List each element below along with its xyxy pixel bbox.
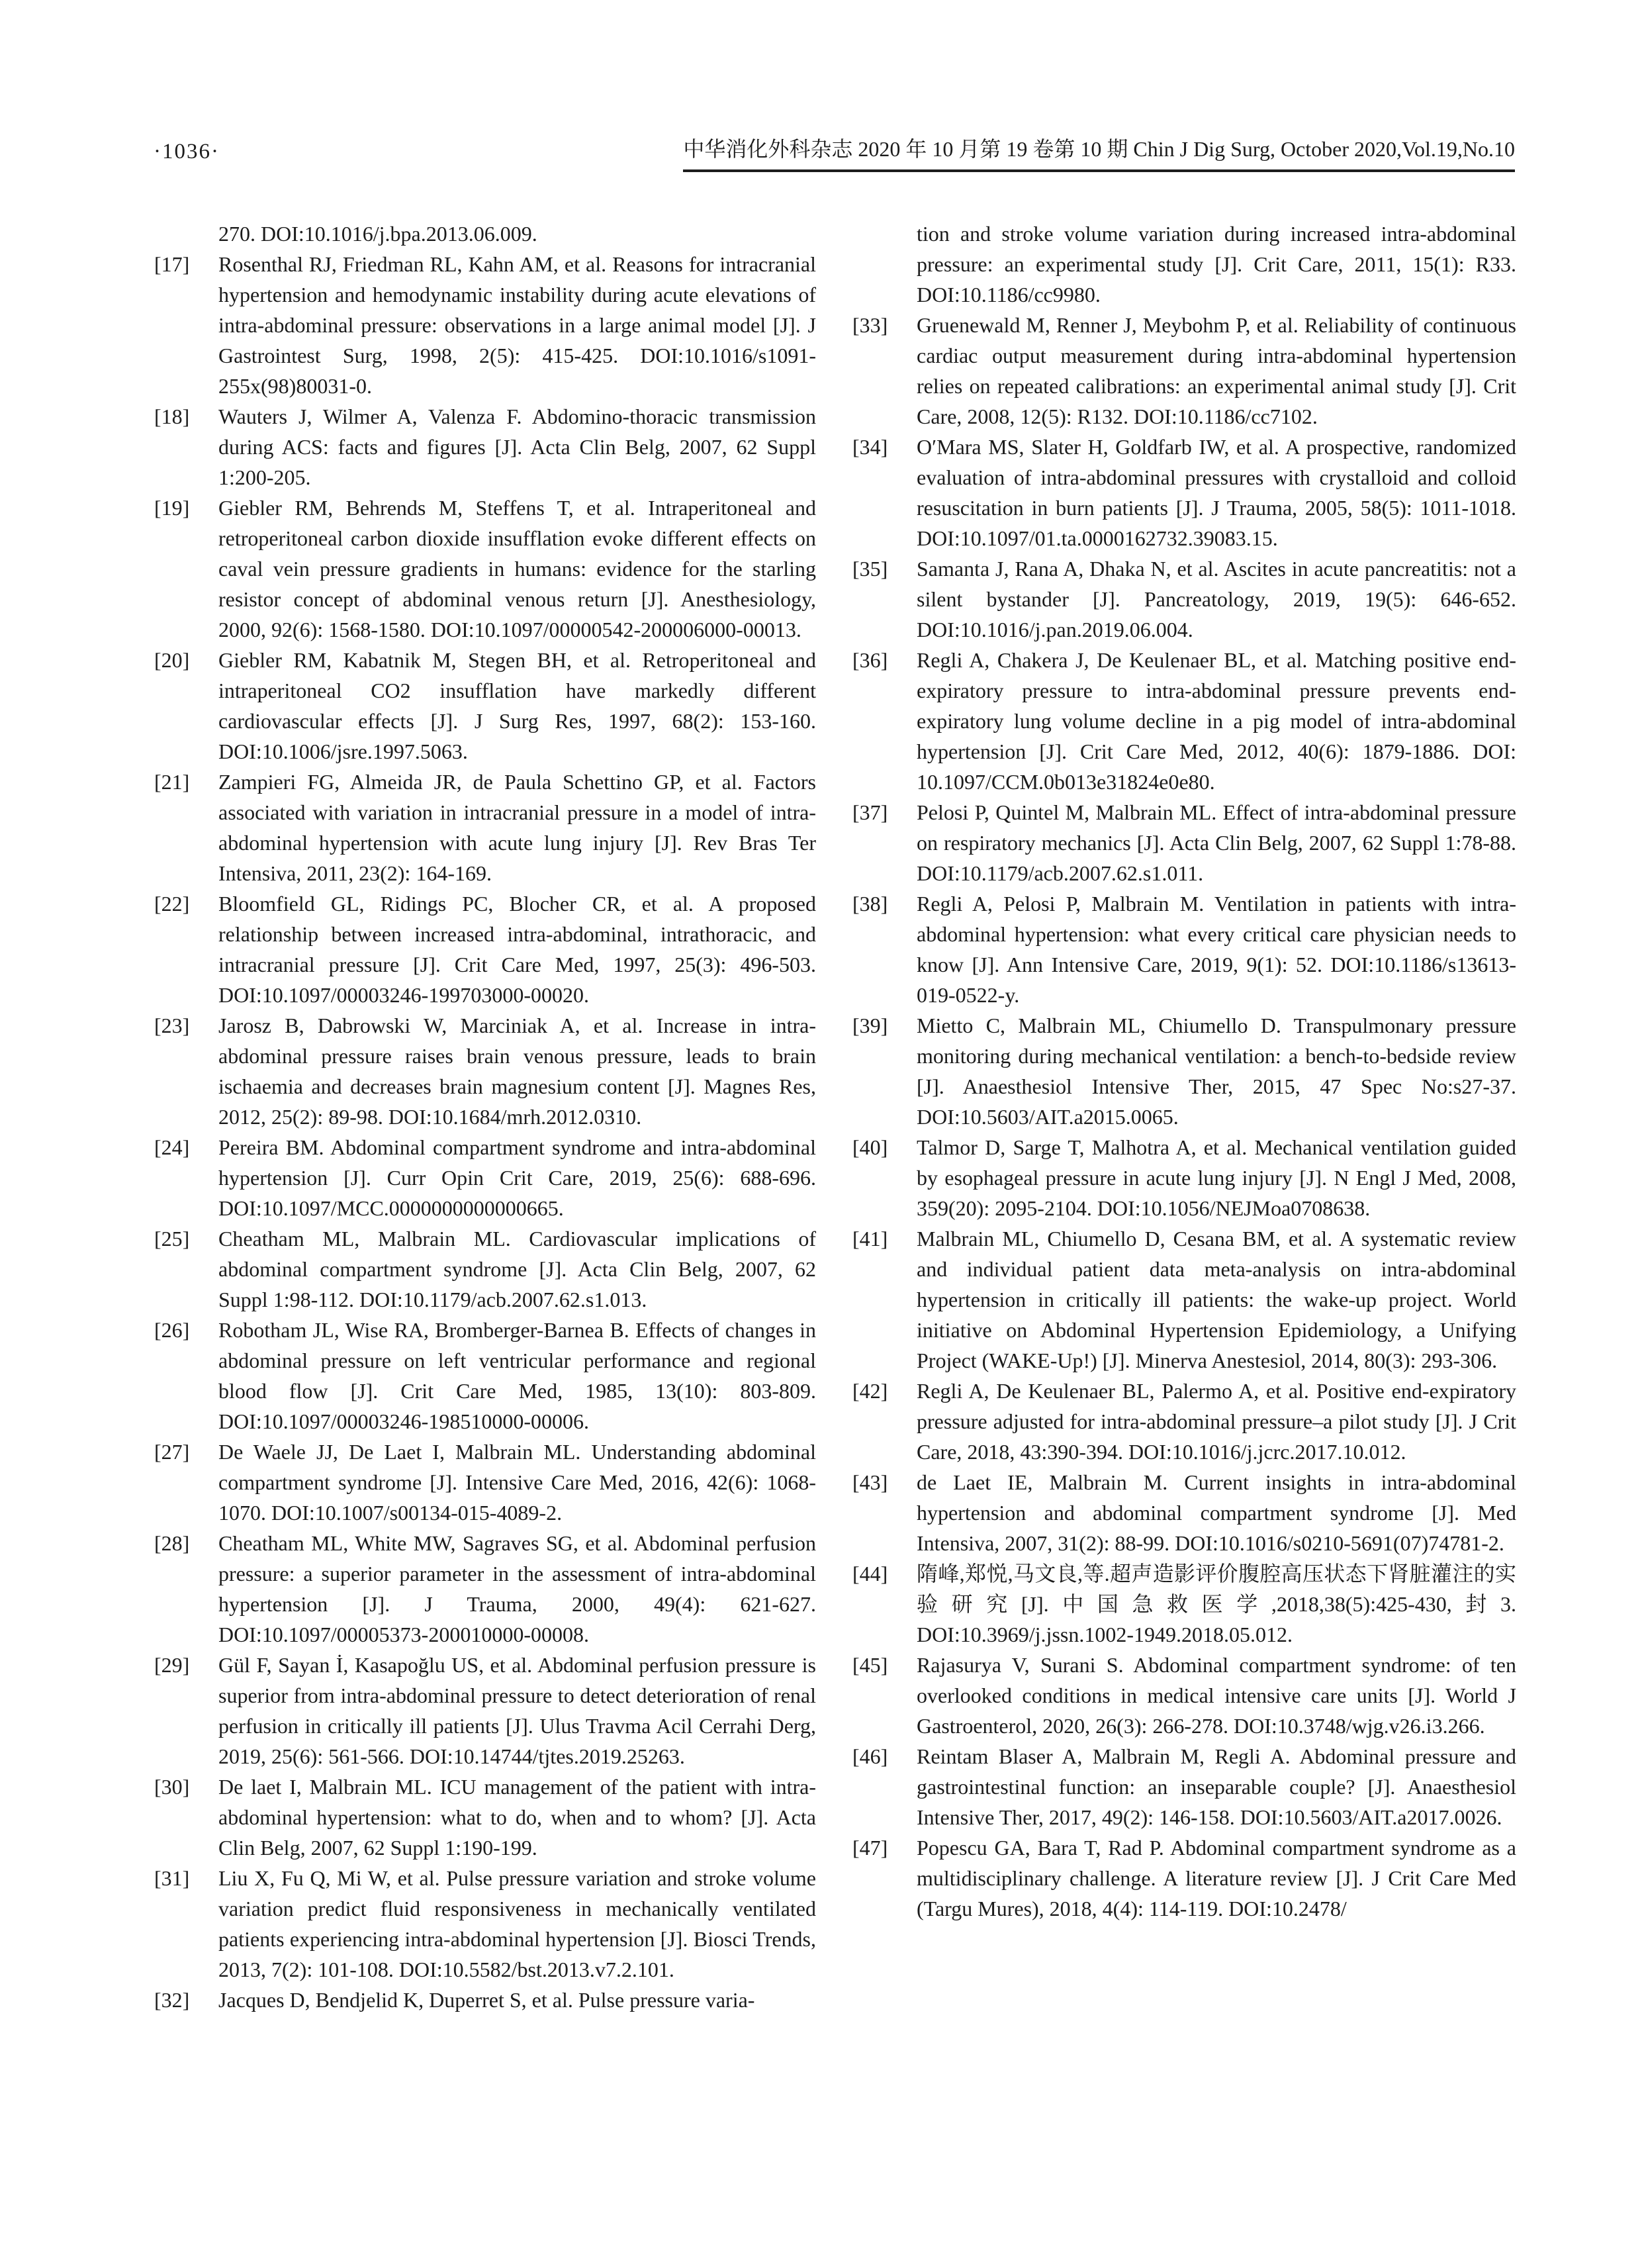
reference-item: [852, 1223, 1516, 1376]
reference-text: tion and stroke volume variation during increased intra-abdominal pressure: an experimental study [J]. Crit Care, 2011, 15(1): R33. DOI:10.1186/cc9980.: [917, 222, 1516, 307]
reference-text: Liu X, Fu Q, Mi W, et al. Pulse pressure variation and stroke volume variation predict fluid responsiveness in mechanically ventilated patients experiencing intra-abdominal hypertension [J]. Biosci Trends, 2013, 7(2): 101-108. DOI:10.5582/bst.2013.v7.2.101.: [218, 1866, 816, 1981]
reference-item: [154, 249, 816, 401]
reference-number: [46]: [852, 1744, 888, 1768]
reference-text: Bloomfield GL, Ridings PC, Blocher CR, et al. A proposed relationship between increased intra-abdominal, intrathoracic, and intracranial pressure [J]. Crit Care Med, 1997, 25(3): 496-503. DOI:10.1097/00003246-199703000-00020.: [218, 892, 816, 1007]
reference-number: [25]: [154, 1227, 190, 1251]
reference-text: Jacques D, Bendjelid K, Duperret S, et al. Pulse pressure varia-: [218, 1988, 755, 2012]
reference-text: Jarosz B, Dabrowski W, Marciniak A, et al. Increase in intra-abdominal pressure raises brain venous pressure, leads to brain ischaemia and decreases brain magnesium content [J]. Magnes Res, 2012, 25(2): 89-98. DOI:10.1684/mrh.2012.0310.: [218, 1014, 816, 1129]
reference-item: [852, 645, 1516, 797]
reference-text: Popescu GA, Bara T, Rad P. Abdominal compartment syndrome as a multidisciplinary challenge. A literature review [J]. J Crit Care Med (Targu Mures), 2018, 4(4): 114-119. DOI:10.2478/: [917, 1836, 1516, 1920]
reference-item: [852, 218, 1516, 310]
reference-item: [154, 1010, 816, 1132]
reference-number: [39]: [852, 1014, 888, 1037]
reference-item: [154, 218, 816, 249]
reference-item: [154, 1132, 816, 1223]
reference-item: [852, 310, 1516, 432]
reference-text: Malbrain ML, Chiumello D, Cesana BM, et al. A systematic review and individual patient data meta-analysis on intra-abdominal hypertension in critically ill patients: the wake-up project. World initiative on Abdominal Hypertension Epidemiology, a Unifying Project (WAKE-Up!) [J]. Minerva Anestesiol, 2014, 80(3): 293-306.: [917, 1227, 1516, 1372]
reference-item: [852, 1376, 1516, 1467]
reference-number: [30]: [154, 1775, 190, 1799]
reference-number: [31]: [154, 1866, 190, 1890]
reference-text: Giebler RM, Kabatnik M, Stegen BH, et al. Retroperitoneal and intraperitoneal CO2 insufflation have markedly different cardiovascular effects [J]. J Surg Res, 1997, 68(2): 153-160. DOI:10.1006/jsre.1997.5063.: [218, 648, 816, 763]
reference-number: [18]: [154, 404, 190, 428]
reference-item: [852, 553, 1516, 645]
reference-text: Robotham JL, Wise RA, Bromberger-Barnea B. Effects of changes in abdominal pressure on left ventricular performance and regional blood flow [J]. Crit Care Med, 1985, 13(10): 803-809. DOI:10.1097/00003246-198510000-00006.: [218, 1318, 816, 1433]
reference-number: [35]: [852, 557, 888, 581]
reference-number: [34]: [852, 435, 888, 459]
reference-item: [852, 432, 1516, 553]
reference-text: Talmor D, Sarge T, Malhotra A, et al. Mechanical ventilation guided by esophageal pressure in acute lung injury [J]. N Engl J Med, 2008, 359(20): 2095-2104. DOI:10.1056/NEJMoa0708638.: [917, 1135, 1516, 1220]
reference-list-left: [154, 218, 816, 2015]
reference-text: Pelosi P, Quintel M, Malbrain ML. Effect of intra-abdominal pressure on respiratory mechanics [J]. Acta Clin Belg, 2007, 62 Suppl 1:78-88. DOI:10.1179/acb.2007.62.s1.011.: [917, 800, 1516, 885]
reference-text: Regli A, De Keulenaer BL, Palermo A, et al. Positive end-expiratory pressure adjusted for intra-abdominal pressure–a pilot study [J]. J Crit Care, 2018, 43:390-394. DOI:10.1016/j.jcrc.2017.10.012.: [917, 1379, 1516, 1464]
reference-text: Gül F, Sayan İ, Kasapoğlu US, et al. Abdominal perfusion pressure is superior from intra-abdominal pressure to detect deterioration of renal perfusion in critically ill patients [J]. Ulus Travma Acil Cerrahi Derg, 2019, 25(6): 561-566. DOI:10.14744/tjtes.2019.25263.: [218, 1653, 816, 1768]
page-header: [154, 132, 1515, 172]
reference-text: de Laet IE, Malbrain M. Current insights in intra-abdominal hypertension and abdominal compartment syndrome [J]. Med Intensiva, 2007, 31(2): 88-99. DOI:10.1016/s0210-5691(07)74781-2.: [917, 1470, 1516, 1555]
reference-number: [47]: [852, 1836, 888, 1860]
reference-item: [154, 645, 816, 767]
reference-item: [154, 1528, 816, 1650]
reference-item: [154, 1437, 816, 1528]
reference-number: [27]: [154, 1440, 190, 1464]
reference-text: Cheatham ML, Malbrain ML. Cardiovascular implications of abdominal compartment syndrome [J]. Acta Clin Belg, 2007, 62 Suppl 1:98-112. DOI:10.1179/acb.2007.62.s1.013.: [218, 1227, 816, 1311]
reference-number: [32]: [154, 1988, 190, 2012]
reference-text: Wauters J, Wilmer A, Valenza F. Abdomino-thoracic transmission during ACS: facts and figures [J]. Acta Clin Belg, 2007, 62 Suppl 1:200-205.: [218, 404, 816, 489]
reference-item: [154, 401, 816, 493]
reference-number: [29]: [154, 1653, 190, 1677]
reference-item: [852, 1558, 1516, 1650]
reference-text: 隋峰,郑悦,马文良,等.超声造影评价腹腔高压状态下肾脏灌注的实验研究[J].中国急救医学,2018,38(5):425-430,封3. DOI:10.3969/j.jssn.1002-1949.2018.05.012.: [917, 1562, 1516, 1646]
reference-text: Gruenewald M, Renner J, Meybohm P, et al. Reliability of continuous cardiac output measurement during intra-abdominal hypertension relies on repeated calibrations: an experimental animal study [J]. Crit Care, 2008, 12(5): R132. DOI:10.1186/cc7102.: [917, 313, 1516, 428]
reference-text: Pereira BM. Abdominal compartment syndrome and intra-abdominal hypertension [J]. Curr Opin Crit Care, 2019, 25(6): 688-696. DOI:10.1097/MCC.0000000000000665.: [218, 1135, 816, 1220]
reference-text: De laet I, Malbrain ML. ICU management of the patient with intra-abdominal hypertension: what to do, when and to whom? [J]. Acta Clin Belg, 2007, 62 Suppl 1:190-199.: [218, 1775, 816, 1860]
reference-text: Rajasurya V, Surani S. Abdominal compartment syndrome: of ten overlooked conditions in medical intensive care units [J]. World J Gastroenterol, 2020, 26(3): 266-278. DOI:10.3748/wjg.v26.i3.266.: [917, 1653, 1516, 1738]
reference-item: [154, 1985, 816, 2015]
reference-text: Cheatham ML, White MW, Sagraves SG, et al. Abdominal perfusion pressure: a superior parameter in the assessment of intra-abdominal hypertension [J]. J Trauma, 2000, 49(4): 621-627. DOI:10.1097/00005373-200010000-00008.: [218, 1531, 816, 1646]
reference-item: [154, 888, 816, 1010]
reference-item: [852, 1010, 1516, 1132]
reference-number: [33]: [852, 313, 888, 337]
reference-number: [28]: [154, 1531, 190, 1555]
reference-item: [154, 1863, 816, 1985]
reference-text: Mietto C, Malbrain ML, Chiumello D. Transpulmonary pressure monitoring during mechanical ventilation: a bench-to-bedside review [J]. Anaesthesiol Intensive Ther, 2015, 47 Spec No:s27-37. DOI:10.5603/AIT.a2015.0065.: [917, 1014, 1516, 1129]
reference-list-right: [852, 218, 1516, 1924]
reference-text: De Waele JJ, De Laet I, Malbrain ML. Understanding abdominal compartment syndrome [J]. Intensive Care Med, 2016, 42(6): 1068-1070. DOI:10.1007/s00134-015-4089-2.: [218, 1440, 816, 1525]
reference-text: Zampieri FG, Almeida JR, de Paula Schettino GP, et al. Factors associated with variation in intracranial pressure in a model of intra-abdominal hypertension with acute lung injury [J]. Rev Bras Ter Intensiva, 2011, 23(2): 164-169.: [218, 770, 816, 885]
journal-header-line: 中华消化外科杂志 2020 年 10 月第 19 卷第 10 期 Chin J Dig Surg, October 2020,Vol.19,No.10: [683, 132, 1515, 172]
reference-item: [852, 1132, 1516, 1223]
reference-text: Giebler RM, Behrends M, Steffens T, et al. Intraperitoneal and retroperitoneal carbon dioxide insufflation evoke different effects on caval vein pressure gradients in humans: evidence for the starling resistor concept of abdominal venous return [J]. Anesthesiology, 2000, 92(6): 1568-1580. DOI:10.1097/00000542-200006000-00013.: [218, 496, 816, 641]
reference-text: 270. DOI:10.1016/j.bpa.2013.06.009.: [218, 222, 537, 246]
reference-number: [38]: [852, 892, 888, 916]
reference-item: [154, 493, 816, 645]
reference-number: [37]: [852, 800, 888, 824]
reference-number: [36]: [852, 648, 888, 672]
reference-number: [17]: [154, 252, 190, 276]
reference-number: [44]: [852, 1562, 888, 1585]
reference-number: [45]: [852, 1653, 888, 1677]
reference-number: [23]: [154, 1014, 190, 1037]
reference-text: Regli A, Pelosi P, Malbrain M. Ventilation in patients with intra-abdominal hypertension: what every critical care physician needs to know [J]. Ann Intensive Care, 2019, 9(1): 52. DOI:10.1186/s13613-019-0522-y.: [917, 892, 1516, 1007]
reference-number: [20]: [154, 648, 190, 672]
reference-number: [40]: [852, 1135, 888, 1159]
reference-number: [19]: [154, 496, 190, 520]
reference-number: [24]: [154, 1135, 190, 1159]
reference-item: [852, 888, 1516, 1010]
reference-item: [852, 1650, 1516, 1741]
reference-item: [154, 1650, 816, 1772]
reference-number: [26]: [154, 1318, 190, 1342]
reference-text: Regli A, Chakera J, De Keulenaer BL, et al. Matching positive end-expiratory pressure to intra-abdominal pressure prevents end-expiratory lung volume decline in a pig model of intra-abdominal hypertension [J]. Crit Care Med, 2012, 40(6): 1879-1886. DOI: 10.1097/CCM.0b013e31824e0e80.: [917, 648, 1516, 794]
reference-item: [852, 1832, 1516, 1924]
reference-text: Rosenthal RJ, Friedman RL, Kahn AM, et al. Reasons for intracranial hypertension and hemodynamic instability during acute elevations of intra-abdominal pressure: observations in a large animal model [J]. J Gastrointest Surg, 1998, 2(5): 415-425. DOI:10.1016/s1091-255x(98)80031-0.: [218, 252, 816, 398]
reference-number: [42]: [852, 1379, 888, 1403]
page-number: ·1036·: [154, 140, 220, 164]
reference-number: [22]: [154, 892, 190, 916]
reference-item: [154, 1223, 816, 1315]
reference-item: [852, 1467, 1516, 1558]
reference-text: Reintam Blaser A, Malbrain M, Regli A. Abdominal pressure and gastrointestinal function: an inseparable couple? [J]. Anaesthesiol Intensive Ther, 2017, 49(2): 146-158. DOI:10.5603/AIT.a2017.0026.: [917, 1744, 1516, 1829]
reference-item: [852, 1741, 1516, 1832]
reference-number: [43]: [852, 1470, 888, 1494]
reference-number: [21]: [154, 770, 190, 794]
reference-number: [41]: [852, 1227, 888, 1251]
reference-text: Samanta J, Rana A, Dhaka N, et al. Ascites in acute pancreatitis: not a silent bystander [J]. Pancreatology, 2019, 19(5): 646-652. DOI:10.1016/j.pan.2019.06.004.: [917, 557, 1516, 641]
reference-item: [154, 767, 816, 888]
reference-text: O′Mara MS, Slater H, Goldfarb IW, et al. A prospective, randomized evaluation of intra-abdominal pressures with crystalloid and colloid resuscitation in burn patients [J]. J Trauma, 2005, 58(5): 1011-1018. DOI:10.1097/01.ta.0000162732.39083.15.: [917, 435, 1516, 550]
reference-item: [154, 1315, 816, 1437]
reference-item: [154, 1772, 816, 1863]
reference-item: [852, 797, 1516, 888]
